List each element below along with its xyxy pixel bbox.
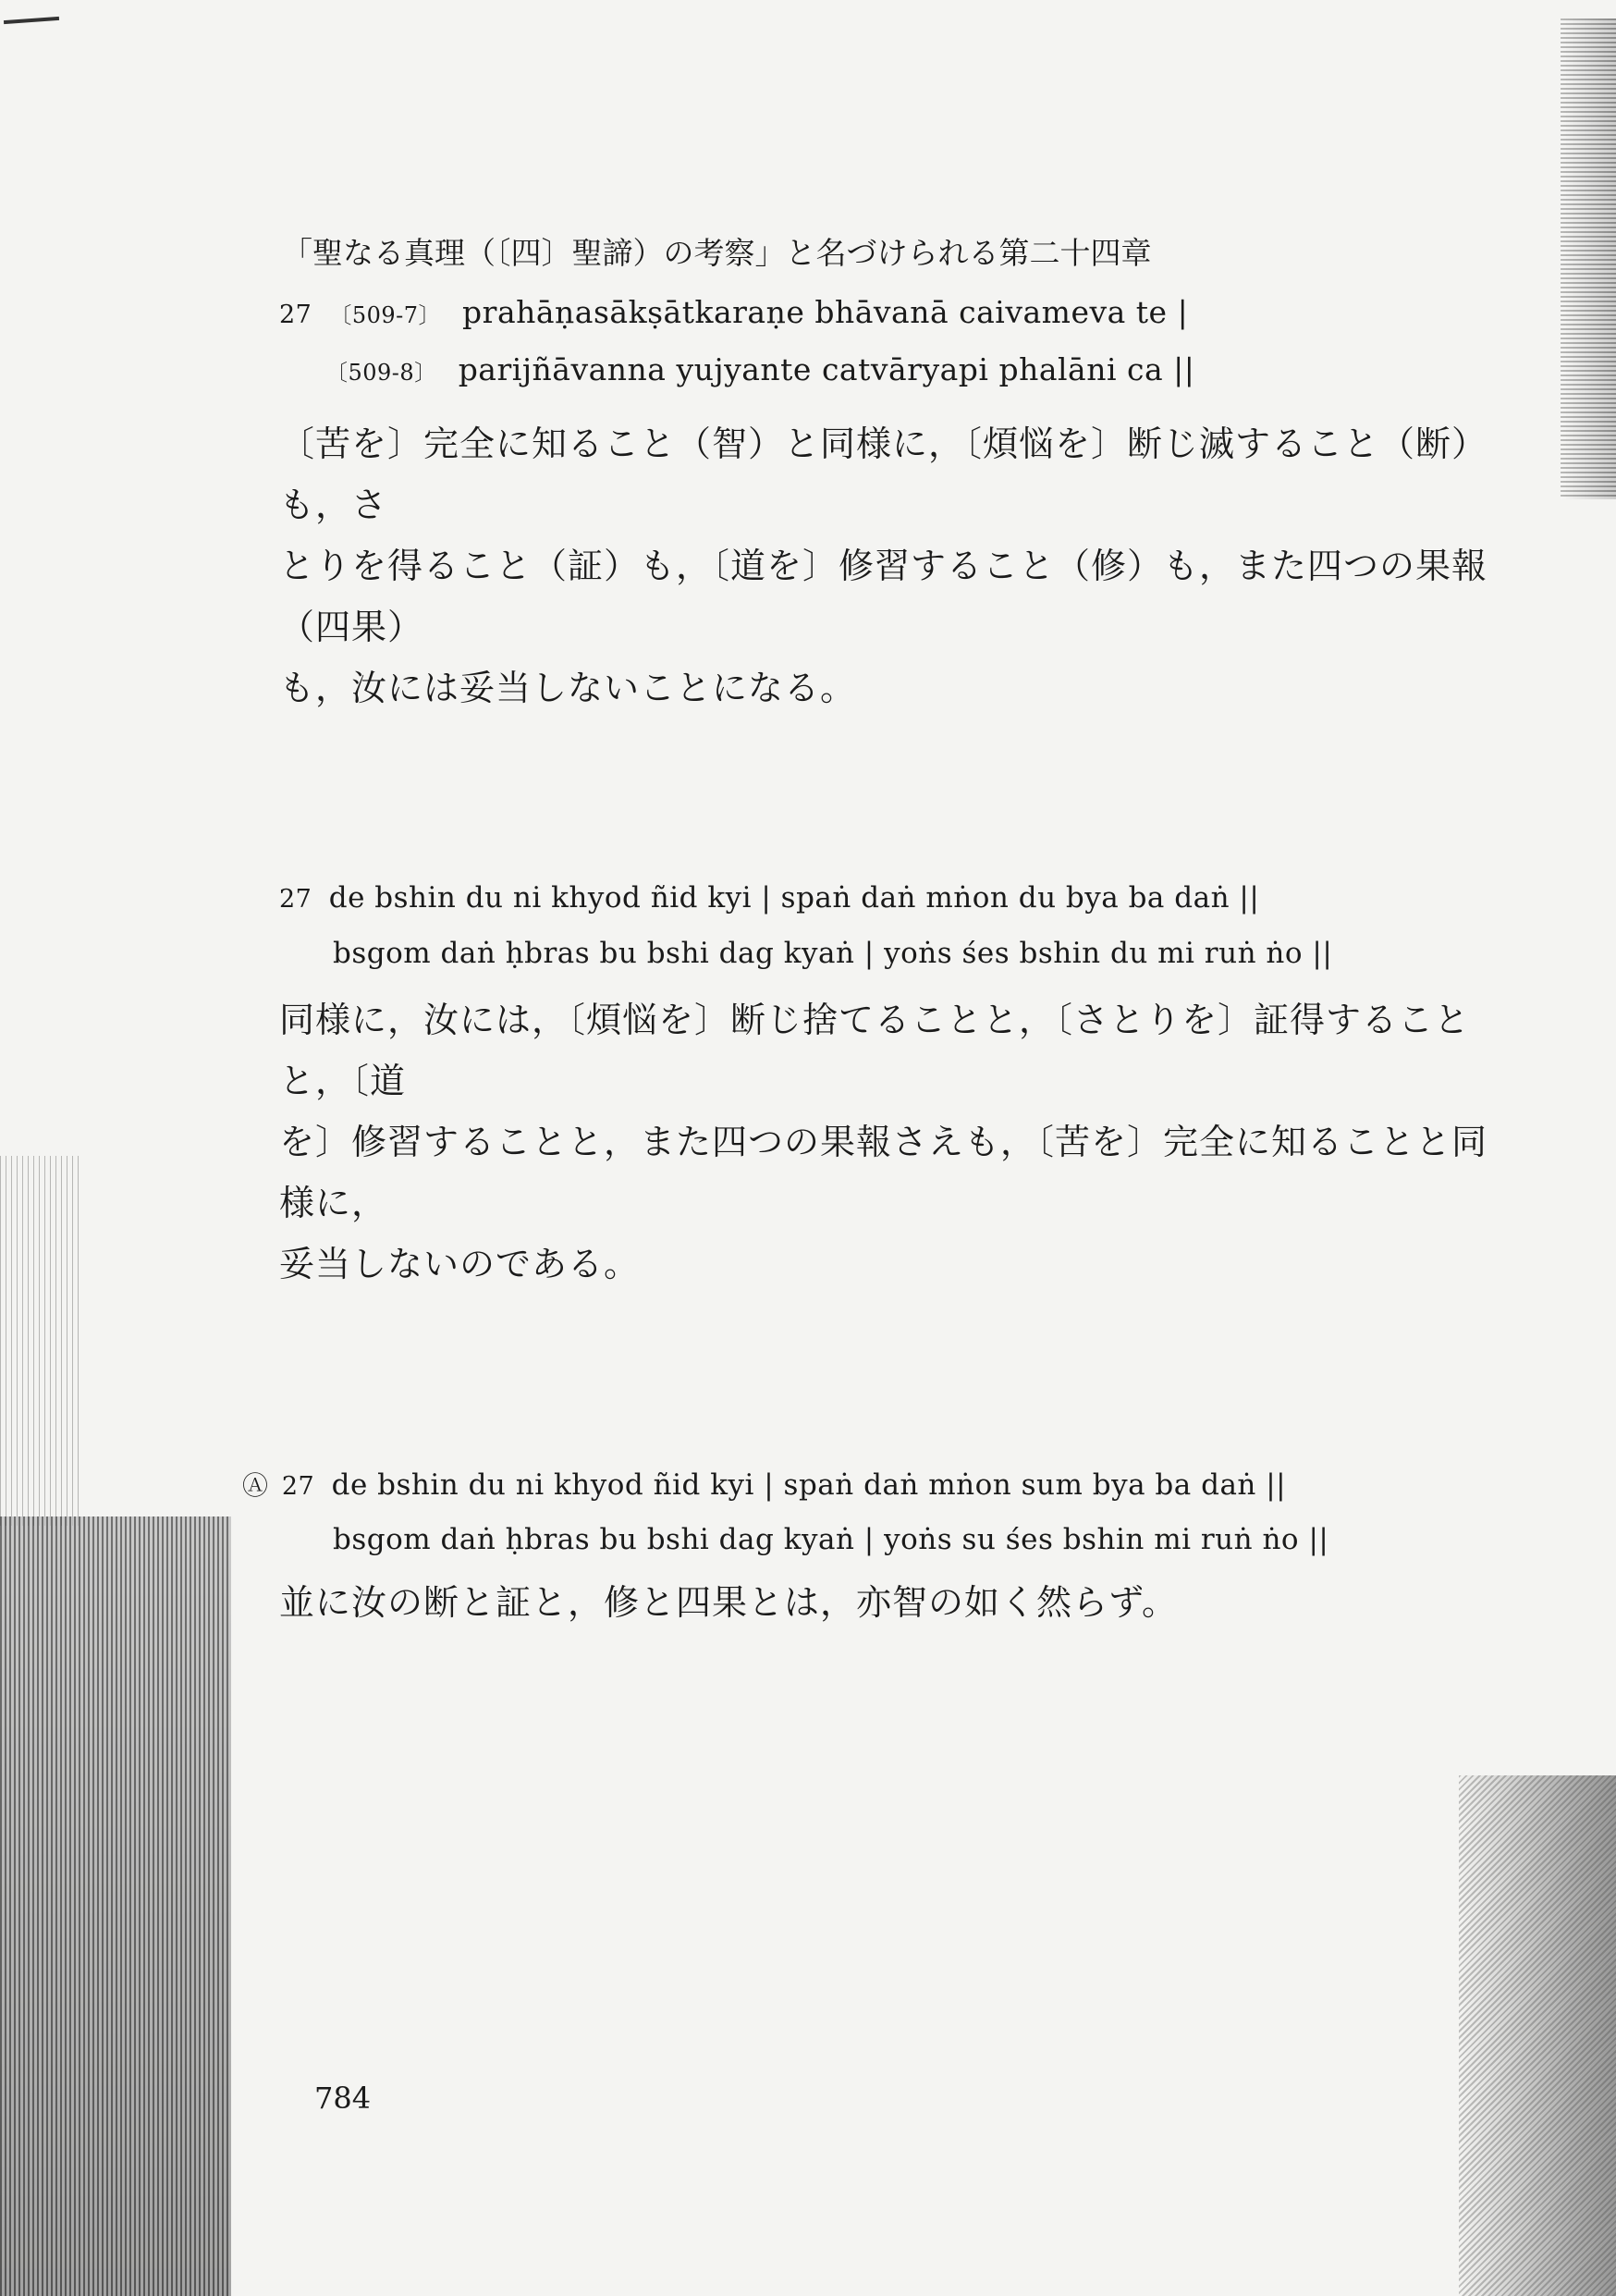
sanskrit-translation: [279, 413, 1518, 718]
verse-text: bsgom daṅ ḥbras bu bshi dag kyaṅ | yoṅs śes bshin du mi ruṅ ṅo ||: [333, 937, 1333, 970]
verse-number: 27: [281, 1472, 315, 1501]
verse-number: 27: [279, 885, 312, 914]
scan-shadow-right: [1561, 18, 1616, 499]
scan-shadow-left-faint: [0, 1156, 83, 1526]
translation-line: 〔苦を〕完全に知ること（智）と同様に，〔煩悩を〕断じ滅すること（断）も，さ: [279, 424, 1488, 525]
verse-text: parijñāvanna yujyante catvāryapi phalāni ca ||: [458, 351, 1195, 387]
translation-line: を〕修習することと，また四つの果報さえも，〔苦を〕完全に知ることと同様に，: [279, 1122, 1488, 1223]
page-number: 784: [314, 2081, 372, 2116]
verse-text: bsgom daṅ ḥbras bu bshi dag kyaṅ | yoṅs su śes bshin mi ruṅ ṅo ||: [333, 1523, 1329, 1556]
scan-mark: [4, 17, 59, 24]
sanskrit-verse-line-2: [325, 351, 1194, 387]
verse-reference: 〔509-7〕: [329, 302, 442, 328]
sanskrit-verse-line-1: [279, 294, 1188, 330]
akutobhaya-translation: [279, 1572, 1518, 1633]
verse-text: de bshin du ni khyod ñid kyi | spaṅ daṅ mṅon sum bya ba daṅ ||: [331, 1468, 1287, 1502]
verse-text: de bshin du ni khyod ñid kyi | spaṅ daṅ mṅon du bya ba daṅ ||: [328, 881, 1260, 915]
translation-line: も，汝には妥当しないことになる。: [279, 668, 857, 708]
verse-reference: 〔509-8〕: [325, 360, 437, 386]
scan-shadow-right-bottom: [1459, 1775, 1616, 2296]
translation-line: 並に汝の断と証と，修と四果とは，亦智の如く然らず。: [279, 1582, 1178, 1623]
tibetan-verse-line-1: [279, 881, 1259, 915]
commentary-marker: Ⓐ: [242, 1470, 269, 1501]
chapter-heading: 「聖なる真理（〔四〕聖諦）の考察」と名づけられる第二十四章: [282, 235, 1152, 271]
translation-line: とりを得ること（証）も，〔道を〕修習すること（修）も，また四つの果報（四果）: [279, 546, 1488, 647]
tibetan-verse-line-2: [333, 937, 1332, 970]
akutobhaya-verse-line-1: [242, 1466, 1286, 1503]
translation-line: 妥当しないのである。: [279, 1244, 641, 1284]
akutobhaya-verse-line-2: [333, 1523, 1328, 1556]
translation-line: 同様に，汝には，〔煩悩を〕断じ捨てることと，〔さとりを〕証得することと，〔道: [279, 1000, 1471, 1101]
tibetan-translation: [279, 989, 1518, 1295]
verse-text: prahāṇasākṣātkaraṇe bhāvanā caivameva te |: [462, 294, 1189, 330]
verse-number: 27: [279, 301, 312, 329]
scan-shadow-left: [0, 1516, 231, 2296]
